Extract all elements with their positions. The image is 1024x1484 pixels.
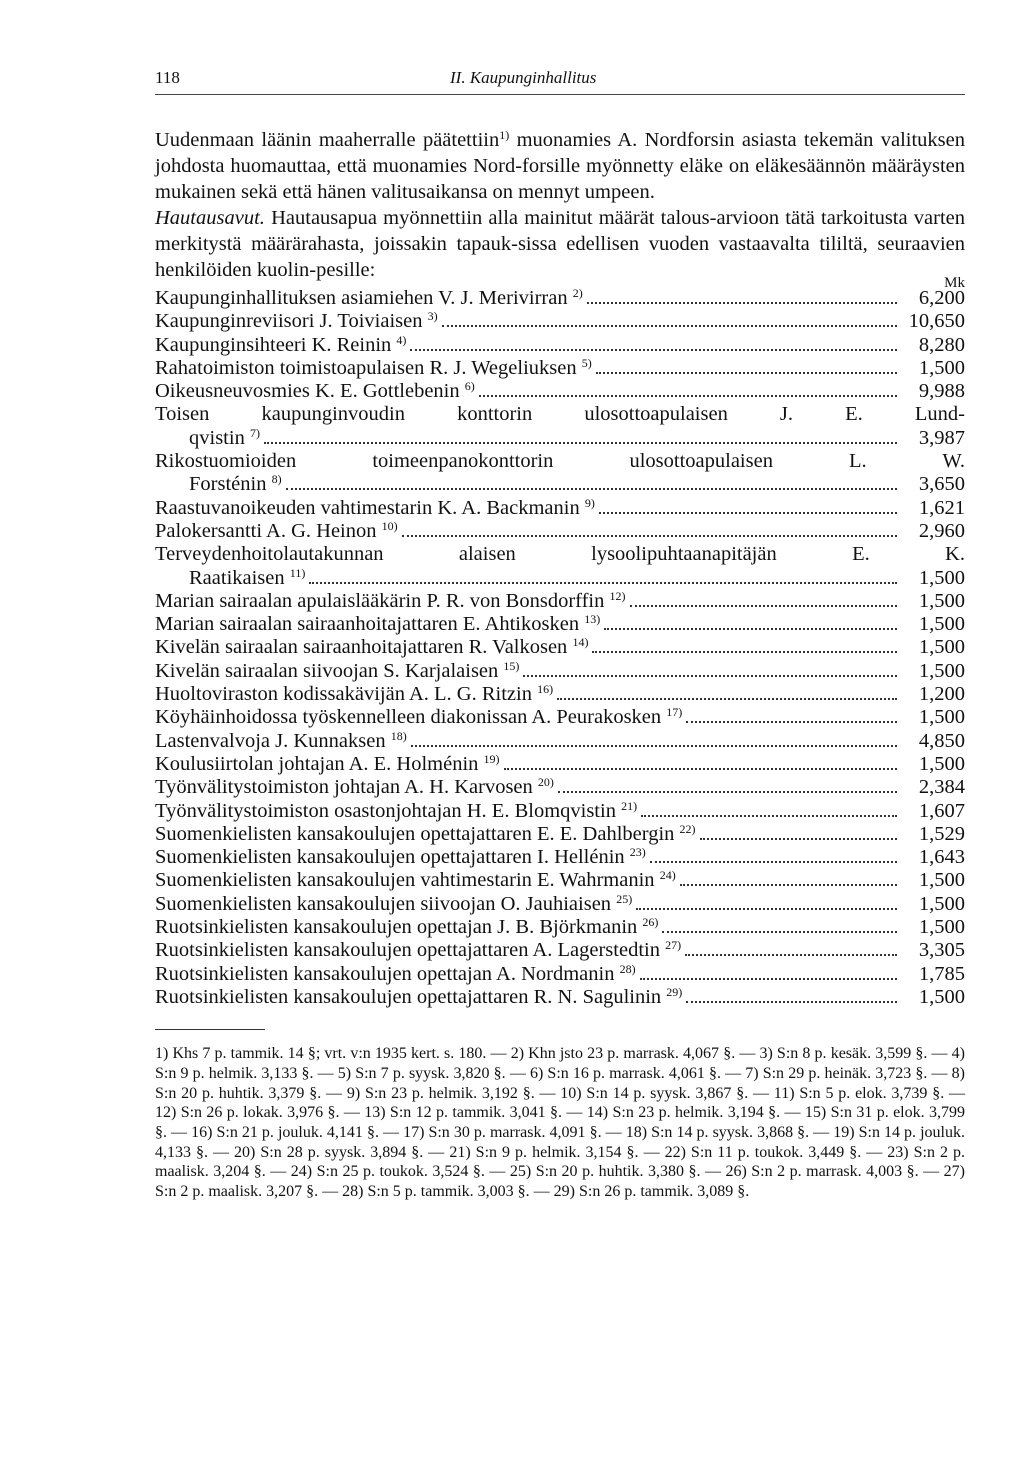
recipient-name xyxy=(155,497,595,520)
amount: 1,500 xyxy=(918,589,965,612)
footnote-ref: 26) xyxy=(642,914,659,929)
footnote-ref: 5) xyxy=(581,355,592,370)
leader-dots xyxy=(650,861,897,863)
recipient-name xyxy=(155,520,398,543)
paragraph-2-text: Hautausapua myönnettiin alla mainitut määrät talous-arvioon tätä tarkoitusta varten merkitystä määrärahasta, joissakin tapauk-sissa edellisen vuoden vastaavalta tililtä, seuraavien henkilöiden kuolin-pesille: xyxy=(155,207,965,281)
list-item xyxy=(155,636,965,659)
amount: 2,384 xyxy=(918,776,965,799)
list-item xyxy=(155,846,965,869)
footnote-ref: 18) xyxy=(390,728,407,743)
list-item xyxy=(155,427,965,450)
amount: 2,960 xyxy=(918,519,965,542)
recipient-name xyxy=(155,334,406,357)
paragraph-1-text-a: Uudenmaan läänin maaherralle päätettiin xyxy=(155,129,500,151)
amount: 1,500 xyxy=(918,566,965,589)
leader-dots xyxy=(686,1001,897,1003)
leader-dots xyxy=(504,768,897,770)
leader-dots xyxy=(686,721,897,723)
paragraph-1 xyxy=(155,127,965,205)
list-item xyxy=(155,613,965,636)
recipient-name-text: Lastenvalvoja J. Kunnaksen xyxy=(155,729,391,752)
footnote-ref: 29) xyxy=(666,984,683,999)
amount: 4,850 xyxy=(918,729,965,752)
footnote-ref: 9) xyxy=(584,495,595,510)
leader-dots xyxy=(411,745,897,747)
recipient-name-text: Marian sairaalan apulaislääkärin P. R. von Bonsdorffin xyxy=(155,589,610,612)
recipient-name-text: Koulusiirtolan johtajan A. E. Holménin xyxy=(155,752,484,775)
recipient-name-text: Kaupunginhallituksen asiamiehen V. J. Merivirran xyxy=(155,287,573,309)
list-item-line1: Terveydenhoitolautakunnan alaisen lysoolipuhtaanapitäjän E. K. xyxy=(155,543,965,566)
recipient-name xyxy=(155,636,588,659)
list-item xyxy=(155,776,965,799)
recipient-name-text: qvistin xyxy=(189,426,250,449)
leader-dots xyxy=(599,512,897,514)
amount: 1,500 xyxy=(918,636,965,659)
footnote-ref: 4) xyxy=(396,332,407,347)
recipient-name xyxy=(155,590,626,613)
recipient-name-text: Suomenkielisten kansakoulujen siivoojan O. Jauhiaisen xyxy=(155,892,617,915)
recipient-name xyxy=(155,730,407,753)
body-text xyxy=(155,127,965,291)
leader-dots xyxy=(630,605,897,607)
footnote-ref: 20) xyxy=(537,775,554,790)
recipient-name xyxy=(155,310,438,333)
amount: 8,280 xyxy=(918,333,965,356)
list-item xyxy=(155,334,965,357)
footnote-ref: 3) xyxy=(427,309,438,324)
recipient-name-text: Kivelän sairaalan sairaanhoitajattaren R. Valkosen xyxy=(155,636,573,659)
footnote-ref: 22) xyxy=(679,821,696,836)
recipient-name-text: Kaupunginreviisori J. Toiviaisen xyxy=(155,310,428,333)
amount: 1,500 xyxy=(918,706,965,729)
footnotes: 1) Khs 7 p. tammik. 14 §; vrt. v:n 1935 kert. s. 180. — 2) Khn jsto 23 p. marrask. 4,067 §. — 3) S:n 8 p. kesäk. 3,599 §. — 4) S:n 9 p. helmik. 3,133 §. — 5) S:n 7 p. syysk. 3,820 §. — 6) S:n 16 p. marrask. 4,061 §. — 7) S:n 29 p. heinäk. 3,723 §. — 8) S:n 20 p. huhtik. 3,379 §. — 9) S:n 23 p. helmik. 3,192 §. — 10) S:n 14 p. syysk. 3,867 §. — 11) S:n 5 p. elok. 3,739 §. — 12) S:n 26 p. lokak. 3,976 §. — 13) S:n 12 p. tammik. 3,041 §. — 14) S:n 23 p. helmik. 3,194 §. — 15) S:n 31 p. elok. 3,799 §. — 16) S:n 21 p. jouluk. 4,141 §. — 17) S:n 30 p. marrask. 4,091 §. — 18) S:n 14 p. syysk. 3,868 §. — 19) S:n 14 p. jouluk. 4,133 §. — 20) S:n 28 p. syysk. 3,894 §. — 21) S:n 9 p. helmik. 3,154 §. — 22) S:n 11 p. toukok. 3,449 §. — 23) S:n 2 p. maalisk. 3,204 §. — 24) S:n 25 p. toukok. 3,524 §. — 25) S:n 20 p. huhtik. 3,380 §. — 26) S:n 2 p. marrask. 4,003 §. — 27) S:n 2 p. maalisk. 3,207 §. — 28) S:n 5 p. tammik. 3,003 §. — 29) S:n 26 p. tammik. 3,089 §. xyxy=(155,1045,965,1201)
list-item xyxy=(155,706,965,729)
recipient-name-text: Suomenkielisten kansakoulujen opettajattaren I. Hellénin xyxy=(155,846,630,869)
footnote-ref: 8) xyxy=(271,472,282,487)
footnote-ref: 25) xyxy=(616,891,633,906)
recipient-name xyxy=(155,963,636,986)
amount: 1,500 xyxy=(918,356,965,379)
recipient-name xyxy=(189,427,260,450)
list-item xyxy=(155,893,965,916)
recipient-name xyxy=(155,986,682,1009)
recipient-name xyxy=(189,567,305,590)
recipient-name xyxy=(155,776,554,799)
amount: 3,305 xyxy=(918,939,965,962)
amount: 9,988 xyxy=(918,380,965,403)
list-item xyxy=(155,380,965,403)
list-item xyxy=(155,730,965,753)
footnote-ref: 14) xyxy=(572,635,589,650)
leader-dots xyxy=(402,535,897,537)
amount: 1,500 xyxy=(918,659,965,682)
footnote-ref: 1) xyxy=(499,127,510,142)
amount: 1,500 xyxy=(918,752,965,775)
recipient-name xyxy=(155,893,632,916)
recipient-name xyxy=(155,846,646,869)
recipient-name-text: Kaupunginsihteeri K. Reinin xyxy=(155,333,397,356)
footnote-ref: 16) xyxy=(537,681,554,696)
leader-dots xyxy=(700,838,897,840)
recipient-name-text: Rahatoimiston toimistoapulaisen R. J. Wegeliuksen xyxy=(155,356,582,379)
recipient-name-text: Kivelän sairaalan siivoojan S. Karjalaisen xyxy=(155,659,504,682)
recipient-name-text: Forsténin xyxy=(189,473,272,496)
amount: 1,529 xyxy=(918,822,965,845)
list-item xyxy=(155,497,965,520)
running-title: II. Kaupunginhallitus xyxy=(450,68,597,87)
leader-dots xyxy=(558,791,897,793)
leader-dots xyxy=(264,442,897,444)
leader-dots xyxy=(680,884,897,886)
amount: 1,643 xyxy=(918,846,965,869)
list-item xyxy=(155,287,965,310)
list-item xyxy=(155,963,965,986)
recipient-name-text: Ruotsinkielisten kansakoulujen opettajan J. B. Björkmanin xyxy=(155,916,643,939)
amount: 6,200 xyxy=(918,287,965,309)
amount: 3,987 xyxy=(918,426,965,449)
recipient-name-text: Suomenkielisten kansakoulujen opettajattaren E. E. Dahlbergin xyxy=(155,822,680,845)
recipient-name xyxy=(155,916,658,939)
amount: 1,500 xyxy=(918,916,965,939)
amount: 1,200 xyxy=(918,683,965,706)
leader-dots xyxy=(557,698,897,700)
recipient-name-text: Suomenkielisten kansakoulujen vahtimestarin E. Wahrmanin xyxy=(155,869,660,892)
list-item-line1: Toisen kaupunginvoudin konttorin ulosottoapulaisen J. E. Lund- xyxy=(155,403,965,426)
recipient-name xyxy=(155,660,519,683)
list-item xyxy=(155,753,965,776)
amount: 1,607 xyxy=(918,799,965,822)
recipient-name xyxy=(155,613,600,636)
leader-dots xyxy=(636,908,897,910)
footnote-ref: 7) xyxy=(249,425,260,440)
list-item xyxy=(155,473,965,496)
recipient-name-text: Marian sairaalan sairaanhoitajattaren E. Ahtikosken xyxy=(155,613,585,636)
footnote-ref: 23) xyxy=(629,844,646,859)
recipient-name xyxy=(155,869,676,892)
leader-dots xyxy=(309,582,897,584)
footnote-ref: 2) xyxy=(572,285,583,300)
recipient-name xyxy=(155,287,583,310)
recipient-name-text: Ruotsinkielisten kansakoulujen opettajan A. Nordmanin xyxy=(155,962,620,985)
footnote-ref: 12) xyxy=(609,588,626,603)
section-heading: Hautausavut. xyxy=(155,207,265,229)
recipient-name xyxy=(155,683,553,706)
list-item-line1: Rikostuomioiden toimeenpanokonttorin ulosottoapulaisen L. W. xyxy=(155,450,965,473)
recipient-name xyxy=(155,800,637,823)
recipient-name-text: Huoltoviraston kodissakävijän A. L. G. Ritzin xyxy=(155,683,538,706)
leader-dots xyxy=(587,302,897,304)
recipient-name-text: Työnvälitystoimiston osastonjohtajan H. E. Blomqvistin xyxy=(155,799,622,822)
list-item xyxy=(155,660,965,683)
list-item xyxy=(155,683,965,706)
amount: 3,650 xyxy=(918,473,965,496)
list-item xyxy=(155,310,965,333)
footnote-ref: 10) xyxy=(381,518,398,533)
amount: 1,621 xyxy=(918,496,965,519)
amount: 1,500 xyxy=(918,985,965,1008)
leader-dots xyxy=(592,651,897,653)
recipient-name-text: Ruotsinkielisten kansakoulujen opettajattaren R. N. Sagulinin xyxy=(155,985,667,1008)
footnote-ref: 11) xyxy=(289,565,306,580)
recipient-name-text: Köyhäinhoidossa työskennelleen diakonissan A. Peurakosken xyxy=(155,706,667,729)
leader-dots xyxy=(685,954,897,956)
recipient-name-text: Raatikaisen xyxy=(189,566,290,589)
recipient-name-text: Työnvälitystoimiston johtajan A. H. Karvosen xyxy=(155,776,538,799)
amount: 1,500 xyxy=(918,869,965,892)
page-number: 118 xyxy=(155,68,180,87)
footnote-ref: 17) xyxy=(666,705,683,720)
paragraph-1-text-b: muonamies A. Nordforsin asiasta tekemän valituksen johdosta huomauttaa, että muonamies Nord-forsille myönnetty eläke on eläkesäännön määräysten mukainen sekä että hänen valitusaikansa on mennyt umpeen. xyxy=(155,129,965,203)
recipient-name xyxy=(155,939,681,962)
footnote-rule xyxy=(155,1029,265,1030)
list-item xyxy=(155,823,965,846)
recipient-name xyxy=(155,380,475,403)
footnote-ref: 6) xyxy=(464,379,475,393)
list-item xyxy=(155,986,965,1009)
leader-dots xyxy=(442,325,897,327)
amount: 1,785 xyxy=(918,962,965,985)
leader-dots xyxy=(662,931,897,933)
list-item xyxy=(155,916,965,939)
list-item xyxy=(155,567,965,590)
recipient-name-text: Ruotsinkielisten kansakoulujen opettajattaren A. Lagerstedtin xyxy=(155,939,666,962)
footnote-ref: 19) xyxy=(483,751,500,766)
amount: 10,650 xyxy=(908,310,965,333)
grant-list xyxy=(155,287,965,1009)
list-item xyxy=(155,590,965,613)
leader-dots xyxy=(523,675,897,677)
document-page xyxy=(155,58,965,1202)
recipient-name xyxy=(155,357,592,380)
footnote-ref: 24) xyxy=(659,868,676,883)
recipient-name xyxy=(155,706,682,729)
leader-dots xyxy=(596,372,897,374)
leader-dots xyxy=(641,815,897,817)
list-item xyxy=(155,939,965,962)
leader-dots xyxy=(479,395,897,397)
unit-label: Mk xyxy=(944,275,965,291)
leader-dots xyxy=(286,488,897,490)
recipient-name-text: Oikeusneuvosmies K. E. Gottlebenin xyxy=(155,380,465,403)
recipient-name-text: Palokersantti A. G. Heinon xyxy=(155,519,382,542)
footnote-ref: 28) xyxy=(619,961,636,976)
recipient-name xyxy=(189,473,282,496)
paragraph-2 xyxy=(155,205,965,283)
footnote-ref: 13) xyxy=(584,611,601,626)
list-item xyxy=(155,357,965,380)
amount: 1,500 xyxy=(918,892,965,915)
page-header xyxy=(155,58,965,95)
amount: 1,500 xyxy=(918,613,965,636)
leader-dots xyxy=(640,978,897,980)
list-item xyxy=(155,520,965,543)
recipient-name xyxy=(155,753,500,776)
recipient-name xyxy=(155,823,696,846)
leader-dots xyxy=(604,628,897,630)
recipient-name-text: Raastuvanoikeuden vahtimestarin K. A. Backmanin xyxy=(155,496,585,519)
footnote-ref: 15) xyxy=(503,658,520,673)
list-item xyxy=(155,800,965,823)
footnote-ref: 27) xyxy=(665,938,682,953)
footnote-ref: 21) xyxy=(621,798,638,813)
leader-dots xyxy=(410,349,897,351)
list-item xyxy=(155,869,965,892)
